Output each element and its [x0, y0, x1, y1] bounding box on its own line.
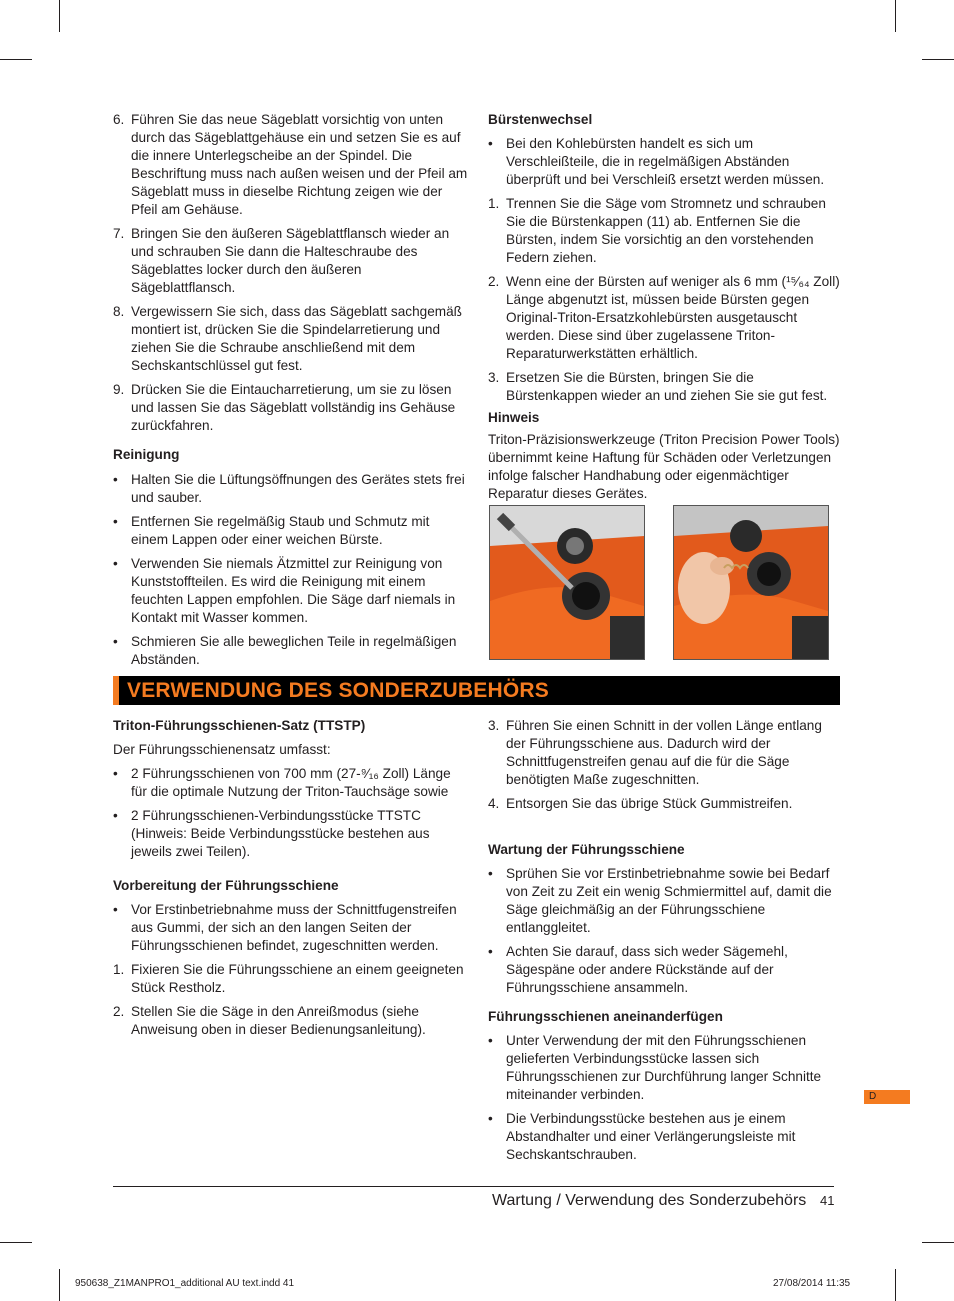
photo-illustration [490, 506, 644, 659]
section-heading-vorbereitung: Vorbereitung der Führungsschiene [113, 878, 339, 893]
banner-accent-bar [113, 676, 119, 705]
bullet-text: 2 Führungsschienen-Verbindungsstücke TTSTC (Hinweis: Beide Verbindungsstücke bestehen aus jeweils zwei Teilen). [131, 808, 430, 859]
step-item [113, 961, 468, 997]
step-text: Wenn eine der Bürsten auf weniger als 6 mm (¹⁵⁄₆₄ Zoll) Länge abgenutzt ist, müssen beide Bürsten gegen Original-Triton-Ersatzkohlebürsten ausgetauscht werden. Diese sind über zugelassene Triton-Reparaturwerkstätten erhältlich. [506, 274, 840, 361]
step-text: Entsorgen Sie das übrige Stück Gummistreifen. [506, 796, 793, 811]
step-text: Drücken Sie die Eintaucharretierung, um sie zu lösen und lassen Sie das Sägeblatt vollständig ins Gehäuse zurückfahren. [131, 382, 456, 433]
step-text: Fixieren Sie die Führungsschiene an einem geeigneten Stück Restholz. [131, 962, 464, 995]
bullet-dot: • [113, 556, 118, 571]
bullet-text: Verwenden Sie niemals Ätzmittel zur Reinigung von Kunststoffteilen. Es wird die Reinigung mit einem feuchten Lappen empfohlen. Die Säge darf niemals in Kontakt mit Wasser kommen. [131, 556, 456, 625]
bullet-dot: • [488, 1111, 493, 1126]
language-tab: D [864, 1090, 910, 1104]
step-number: 3. [488, 718, 500, 733]
step-item [113, 111, 468, 219]
bullet-text: Sprühen Sie vor Erstinbetriebnahme sowie bei Bedarf von Zeit zu Zeit ein wenig Schmiermittel auf, damit die Säge gleichmäßig an der Führungsschiene entlanggleitet. [506, 866, 832, 935]
bullet-text: Achten Sie darauf, dass sich weder Sägemehl, Sägespäne oder andere Rückstände auf der Führungsschiene ansammeln. [506, 944, 788, 995]
step-number: 9. [113, 382, 125, 397]
step-number: 1. [488, 196, 500, 211]
ttstp-intro: Der Führungsschienensatz umfasst: [113, 742, 331, 757]
bullet-item [488, 135, 840, 189]
left-column-upper [113, 111, 468, 669]
bullet-item [488, 865, 840, 937]
step-number: 7. [113, 226, 125, 241]
slug-file: 950638_Z1MANPRO1_additional AU text.indd 41 [75, 1278, 295, 1289]
left-column-lower [113, 717, 468, 1039]
hinweis-text: Triton-Präzisionswerkzeuge (Triton Precision Power Tools) übernimmt keine Haftung für Schäden oder Verletzungen infolge falscher Handhabung oder eigenmächtiger Reparatur dieses Gerätes. [488, 432, 840, 501]
step-item [113, 381, 468, 435]
bullet-item [113, 471, 468, 507]
photo-illustration [674, 506, 828, 659]
step-item [113, 225, 468, 297]
section-heading-buerstenwechsel: Bürstenwechsel [488, 112, 593, 127]
step-number: 2. [488, 274, 500, 289]
bullet-item [488, 943, 840, 997]
bullet-dot: • [113, 514, 118, 529]
bullet-item [113, 807, 468, 861]
step-text: Führen Sie einen Schnitt in der vollen Länge entlang der Führungsschiene aus. Dadurch wird der Schnittfugenstreifen genau auf die für die Säge benötigten Maße zugeschnitten. [506, 718, 822, 787]
step-number: 3. [488, 370, 500, 385]
bullet-item [488, 1110, 840, 1164]
bullet-item [488, 1032, 840, 1104]
step-number: 1. [113, 962, 125, 977]
right-column-upper [488, 111, 840, 503]
section-heading-hinweis: Hinweis [488, 410, 540, 425]
brush-removal-photo-spring [673, 505, 829, 660]
crop-mark [922, 1242, 954, 1243]
section-heading-ttstp: Triton-Führungsschienen-Satz (TTSTP) [113, 718, 366, 733]
bullet-item [113, 901, 468, 955]
crop-mark [59, 1269, 60, 1301]
bullet-text: Bei den Kohlebürsten handelt es sich um Verschleißteile, die in regelmäßigen Abständen überprüft und bei Verschleiß ersetzt werden müssen. [506, 136, 825, 187]
bullet-text: Die Verbindungsstücke bestehen aus je einem Abstandhalter und einer Verlängerungsleiste mit Sechskantschrauben. [506, 1111, 796, 1162]
bullet-dot: • [113, 766, 118, 781]
step-number: 6. [113, 112, 125, 127]
step-item [113, 1003, 468, 1039]
bullet-item [113, 633, 468, 669]
crop-mark [0, 1242, 32, 1243]
bullet-text: Schmieren Sie alle beweglichen Teile in regelmäßigen Abständen. [131, 634, 457, 667]
section-banner [113, 676, 840, 705]
step-text: Trennen Sie die Säge vom Stromnetz und schrauben Sie die Bürstenkappen (11) ab. Entfernen Sie die Bürsten, indem Sie vorsichtig an den vorstehenden Federn ziehen. [506, 196, 826, 265]
bullet-item [113, 555, 468, 627]
page-number: 41 [820, 1193, 835, 1208]
crop-mark [0, 59, 32, 60]
bullet-dot: • [488, 1033, 493, 1048]
step-item [488, 795, 840, 813]
step-text: Bringen Sie den äußeren Sägeblattflansch wieder an und schrauben Sie dann die Halteschraube des Sägeblattes locker durch den äußeren Sägeblattflansch. [131, 226, 450, 295]
bullet-dot: • [488, 136, 493, 151]
step-text: Führen Sie das neue Sägeblatt vorsichtig von unten durch das Sägeblattgehäuse ein und setzen Sie es auf die innere Unterlegscheibe an der Spindel. Die Beschriftung muss nach außen weisen und der Pfeil am Sägeblatt muss in dieselbe Richtung zeigen wie der Pfeil am Gehäuse. [131, 112, 468, 217]
step-number: 2. [113, 1004, 125, 1019]
bullet-dot: • [488, 866, 493, 881]
bullet-dot: • [113, 472, 118, 487]
step-number: 4. [488, 796, 500, 811]
bullet-text: Entfernen Sie regelmäßig Staub und Schmutz mit einem Lappen oder einer weichen Bürste. [131, 514, 430, 547]
brush-removal-photo-screwdriver [489, 505, 645, 660]
bullet-dot: • [113, 902, 118, 917]
bullet-text: 2 Führungsschienen von 700 mm (27-⁹⁄₁₆ Zoll) Länge für die optimale Nutzung der Triton-Tauchsäge sowie [131, 766, 451, 799]
banner-title: VERWENDUNG DES SONDERZUBEHÖRS [127, 679, 549, 702]
right-column-lower [488, 717, 840, 1164]
bullet-dot: • [488, 944, 493, 959]
bullet-text: Unter Verwendung der mit den Führungsschienen gelieferten Verbindungsstücke lassen sich Führungsschienen zur Durchführung langer Schnitte miteinander verbinden. [506, 1033, 822, 1102]
bullet-text: Halten Sie die Lüftungsöffnungen des Gerätes stets frei und sauber. [131, 472, 465, 505]
bullet-text: Vor Erstinbetriebnahme muss der Schnittfugenstreifen aus Gummi, der sich an den langen Seiten der Führungsschienen befindet, zugeschnitten werden. [131, 902, 457, 953]
step-item [488, 273, 840, 363]
step-item [113, 303, 468, 375]
bullet-dot: • [113, 808, 118, 823]
section-heading-reinigung: Reinigung [113, 447, 180, 462]
section-heading-wartung: Wartung der Führungsschiene [488, 842, 685, 857]
bullet-dot: • [113, 634, 118, 649]
step-text: Stellen Sie die Säge in den Anreißmodus (siehe Anweisung oben in dieser Bedienungsanleitung). [131, 1004, 426, 1037]
crop-mark [895, 0, 896, 32]
step-text: Ersetzen Sie die Bürsten, bringen Sie die Bürstenkappen wieder an und ziehen Sie sie gut fest. [506, 370, 828, 403]
step-text: Vergewissern Sie sich, dass das Sägeblatt sachgemäß montiert ist, drücken Sie die Spindelarretierung und ziehen Sie die Schraube anschließend mit dem Sechskantschlüssel gut fest. [131, 304, 462, 373]
footer-rule [113, 1186, 834, 1187]
section-heading-aneinanderfuegen: Führungsschienen aneinanderfügen [488, 1009, 723, 1024]
step-item [488, 195, 840, 267]
slug-date: 27/08/2014 11:35 [773, 1278, 851, 1289]
crop-mark [59, 0, 60, 32]
crop-mark [895, 1269, 896, 1301]
crop-mark [922, 59, 954, 60]
step-item [488, 369, 840, 405]
bullet-item [113, 513, 468, 549]
step-number: 8. [113, 304, 125, 319]
step-item [488, 717, 840, 789]
footer-title: Wartung / Verwendung des Sonderzubehörs [492, 1192, 807, 1209]
bullet-item [113, 765, 468, 801]
